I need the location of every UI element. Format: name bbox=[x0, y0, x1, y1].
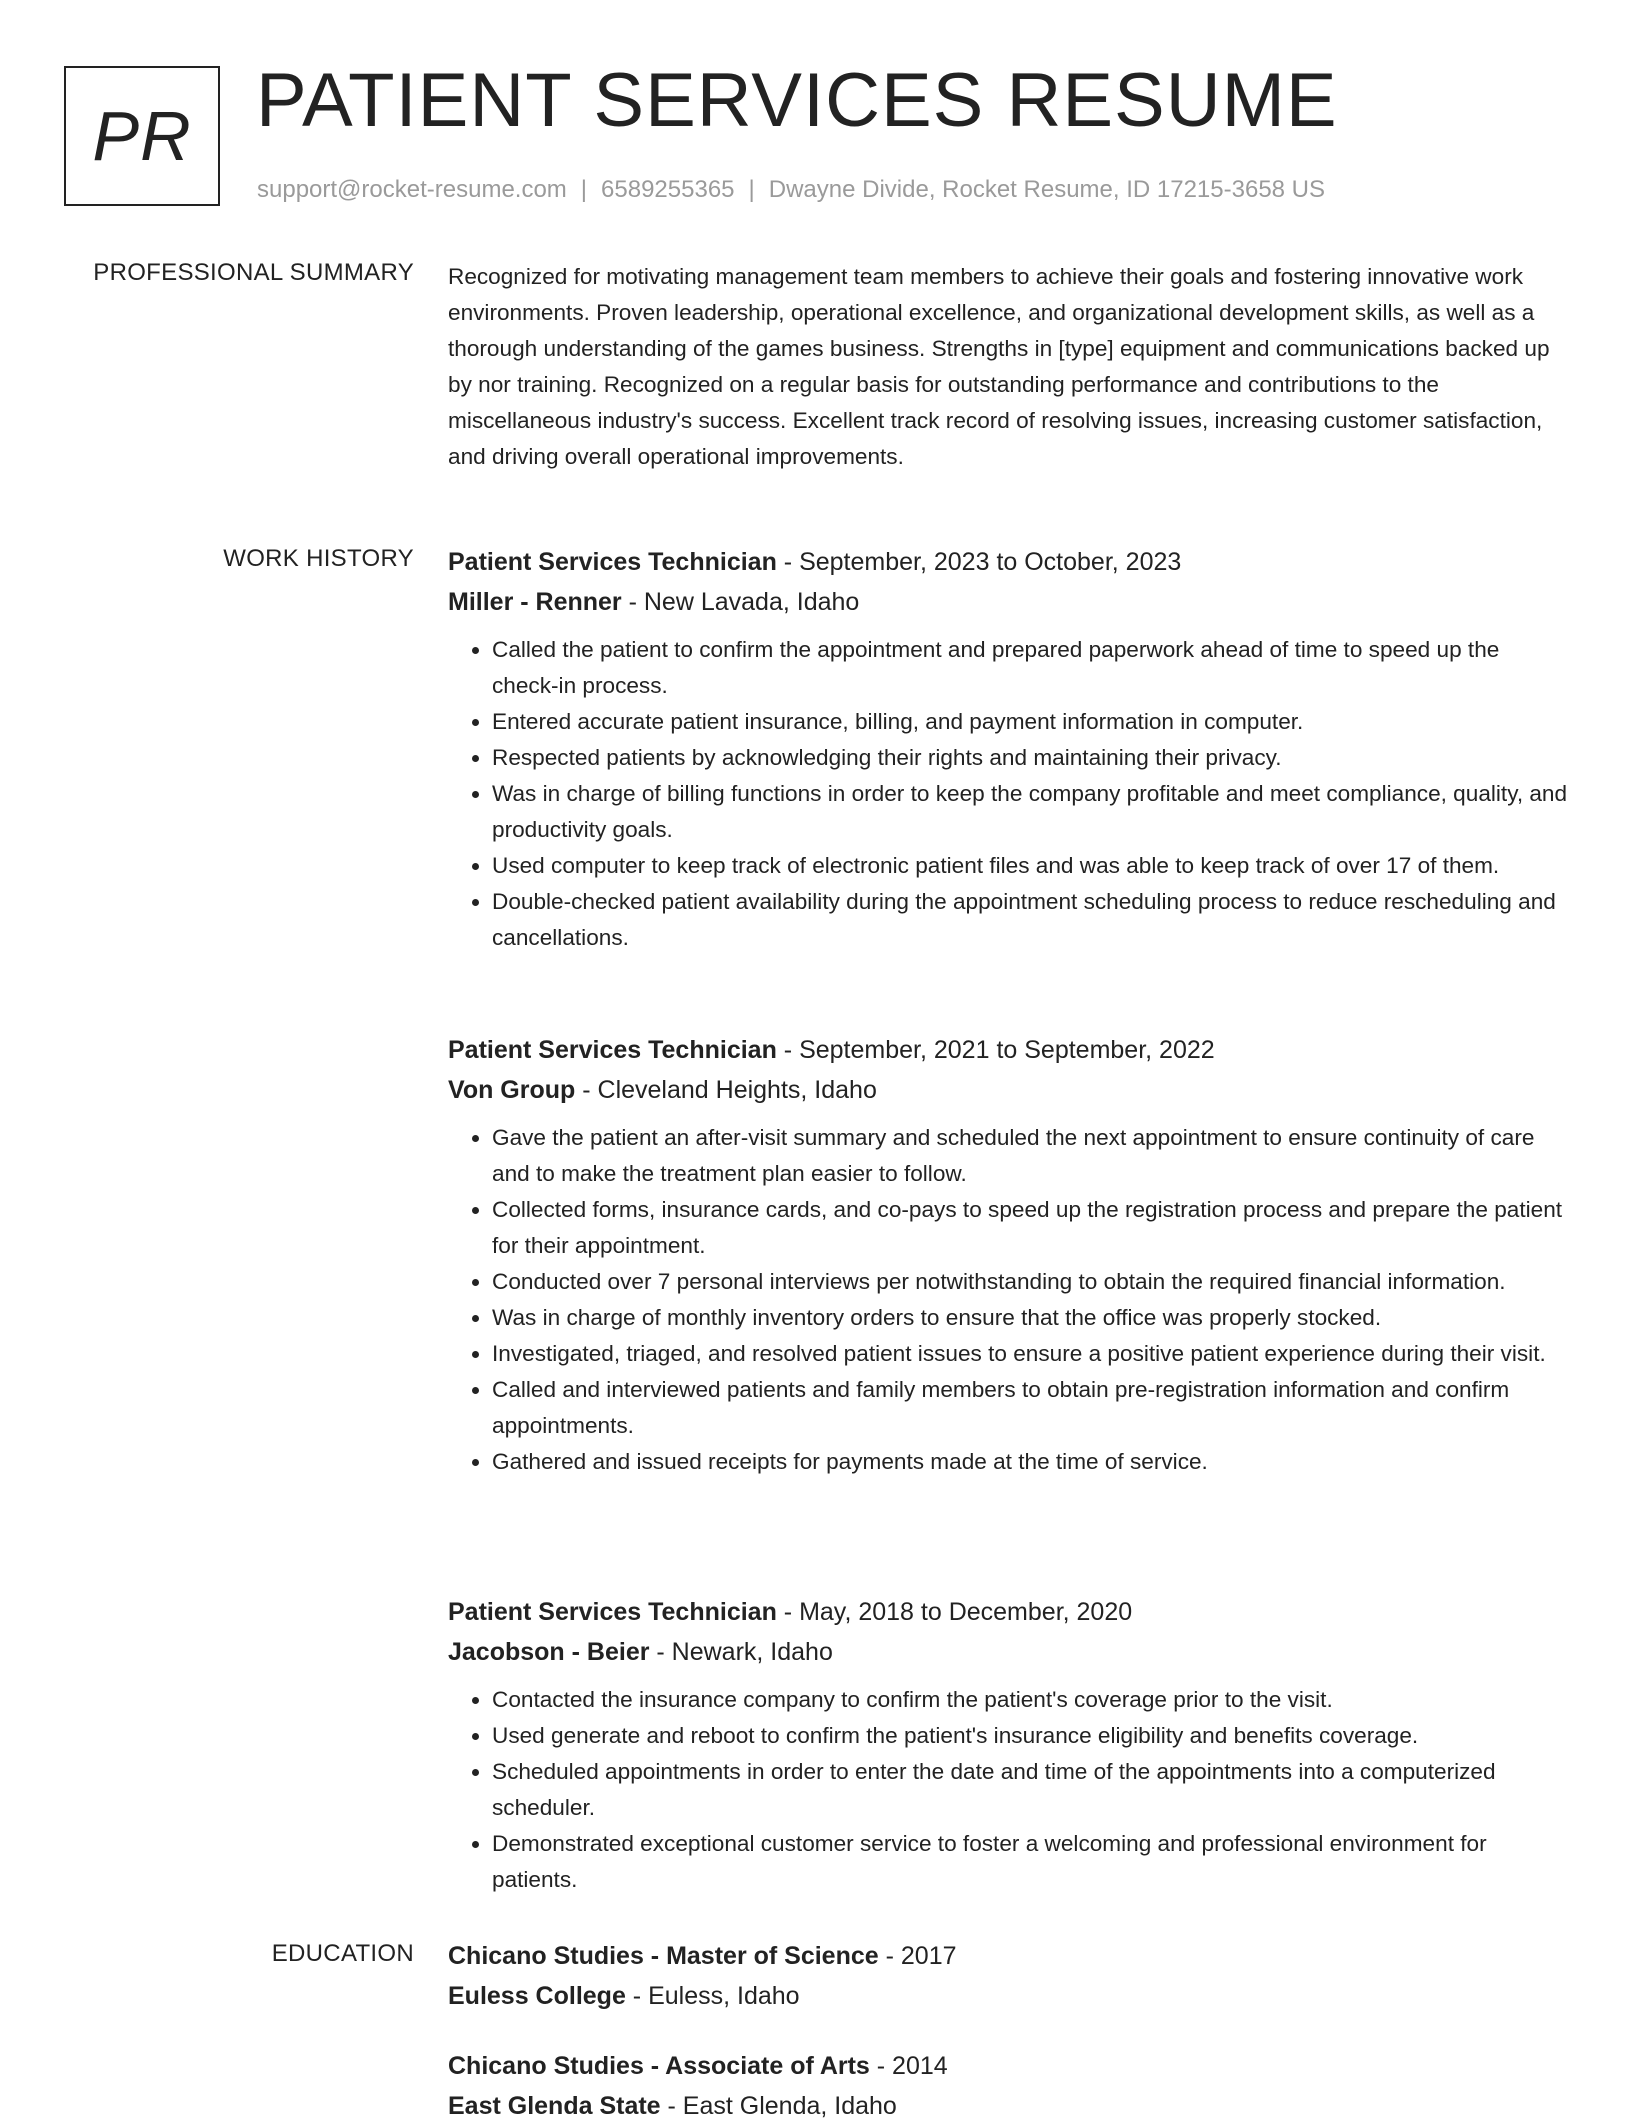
contact-separator: | bbox=[748, 176, 755, 203]
education-year: - 2014 bbox=[869, 2052, 948, 2080]
education-entry bbox=[448, 2046, 1568, 2126]
job-bullet: • Was in charge of billing functions in order to keep the company profitable and meet compliance, quality, and productivity goals. bbox=[492, 776, 1568, 848]
education-entry bbox=[448, 1936, 1568, 2016]
job-entry bbox=[448, 1592, 1568, 1898]
job-dates: - September, 2021 to September, 2022 bbox=[776, 1036, 1215, 1064]
education-school: East Glenda State bbox=[448, 2092, 661, 2120]
job-bullet: • Used computer to keep track of electronic patient files and was able to keep track of over 17 of them. bbox=[492, 848, 1568, 884]
education-school-line bbox=[448, 1976, 1568, 2016]
job-bullet: • Gave the patient an after-visit summary and scheduled the next appointment to ensure continuity of care and to make the treatment plan easier to follow. bbox=[492, 1120, 1568, 1192]
contact-phone[interactable]: 6589255365 bbox=[601, 176, 735, 203]
job-bullet: • Collected forms, insurance cards, and co-pays to speed up the registration process and prepare the patient for their appointment. bbox=[492, 1192, 1568, 1264]
job-company-line bbox=[448, 582, 1568, 622]
monogram-initials: PR bbox=[92, 97, 192, 175]
job-bullet: • Scheduled appointments in order to enter the date and time of the appointments into a computerized scheduler. bbox=[492, 1754, 1568, 1826]
section-label-summary: PROFESSIONAL SUMMARY bbox=[93, 259, 414, 286]
education-school-line bbox=[448, 2086, 1568, 2126]
job-location: - Cleveland Heights, Idaho bbox=[575, 1076, 877, 1104]
job-company: Miller - Renner bbox=[448, 588, 622, 616]
job-bullet: • Entered accurate patient insurance, billing, and payment information in computer. bbox=[492, 704, 1568, 740]
resume-title: PATIENT SERVICES RESUME bbox=[256, 58, 1338, 143]
education-degree: Chicano Studies - Master of Science bbox=[448, 1942, 879, 1970]
job-bullet: • Conducted over 7 personal interviews per notwithstanding to obtain the required financial information. bbox=[492, 1264, 1568, 1300]
job-title-line bbox=[448, 1030, 1568, 1070]
monogram-box bbox=[64, 66, 220, 206]
job-dates: - May, 2018 to December, 2020 bbox=[776, 1598, 1133, 1626]
section-label-education: EDUCATION bbox=[271, 1940, 414, 1967]
job-bullet: • Called and interviewed patients and family members to obtain pre-registration information and confirm appointments. bbox=[492, 1372, 1568, 1444]
job-bullet: • Gathered and issued receipts for payments made at the time of service. bbox=[492, 1444, 1568, 1480]
education-degree: Chicano Studies - Associate of Arts bbox=[448, 2052, 870, 2080]
job-bullet: • Was in charge of monthly inventory orders to ensure that the office was properly stocked. bbox=[492, 1300, 1568, 1336]
section-label-work-history: WORK HISTORY bbox=[223, 545, 414, 572]
job-company: Jacobson - Beier bbox=[448, 1638, 650, 1666]
job-bullet: • Respected patients by acknowledging their rights and maintaining their privacy. bbox=[492, 740, 1568, 776]
summary-section bbox=[448, 259, 1568, 475]
job-title-line bbox=[448, 542, 1568, 582]
job-company-line bbox=[448, 1070, 1568, 1110]
education-location: - East Glenda, Idaho bbox=[660, 2092, 897, 2120]
job-location: - New Lavada, Idaho bbox=[621, 588, 860, 616]
education-school: Euless College bbox=[448, 1982, 626, 2010]
job-location: - Newark, Idaho bbox=[649, 1638, 833, 1666]
contact-email[interactable]: support@rocket-resume.com bbox=[257, 176, 567, 203]
job-entry bbox=[448, 1030, 1568, 1480]
job-title: Patient Services Technician bbox=[448, 1598, 777, 1626]
education-year: - 2017 bbox=[878, 1942, 957, 1970]
job-bullets bbox=[448, 1120, 1568, 1480]
job-dates: - September, 2023 to October, 2023 bbox=[776, 548, 1182, 576]
job-company: Von Group bbox=[448, 1076, 576, 1104]
job-entry bbox=[448, 542, 1568, 956]
job-title: Patient Services Technician bbox=[448, 548, 777, 576]
job-bullets bbox=[448, 1682, 1568, 1898]
education-degree-line bbox=[448, 2046, 1568, 2086]
job-title: Patient Services Technician bbox=[448, 1036, 777, 1064]
job-company-line bbox=[448, 1632, 1568, 1672]
job-bullet: • Contacted the insurance company to confirm the patient's coverage prior to the visit. bbox=[492, 1682, 1568, 1718]
contact-separator: | bbox=[580, 176, 588, 203]
contact-address: Dwayne Divide, Rocket Resume, ID 17215-3658 US bbox=[768, 176, 1326, 203]
job-bullet: • Demonstrated exceptional customer service to foster a welcoming and professional environment for patients. bbox=[492, 1826, 1568, 1898]
job-title-line bbox=[448, 1592, 1568, 1632]
education-location: - Euless, Idaho bbox=[625, 1982, 800, 2010]
summary-text: Recognized for motivating management team members to achieve their goals and fostering innovative work environments. Proven leadership, operational excellence, and organizational development skills, as well as a thorough understanding of the games business. Strengths in [type] equipment and communications backed up by nor training. Recognized on a regular basis for outstanding performance and contributions to the miscellaneous industry's success. Excellent track record of resolving issues, increasing customer satisfaction, and driving overall operational improvements. bbox=[448, 264, 1550, 469]
job-bullet: • Investigated, triaged, and resolved patient issues to ensure a positive patient experience during their visit. bbox=[492, 1336, 1568, 1372]
job-bullets bbox=[448, 632, 1568, 956]
job-bullet: • Used generate and reboot to confirm the patient's insurance eligibility and benefits coverage. bbox=[492, 1718, 1568, 1754]
job-bullet: • Called the patient to confirm the appointment and prepared paperwork ahead of time to speed up the check-in process. bbox=[492, 632, 1568, 704]
contact-line bbox=[257, 174, 1325, 206]
education-degree-line bbox=[448, 1936, 1568, 1976]
job-bullet: • Double-checked patient availability during the appointment scheduling process to reduce rescheduling and cancellations. bbox=[492, 884, 1568, 956]
